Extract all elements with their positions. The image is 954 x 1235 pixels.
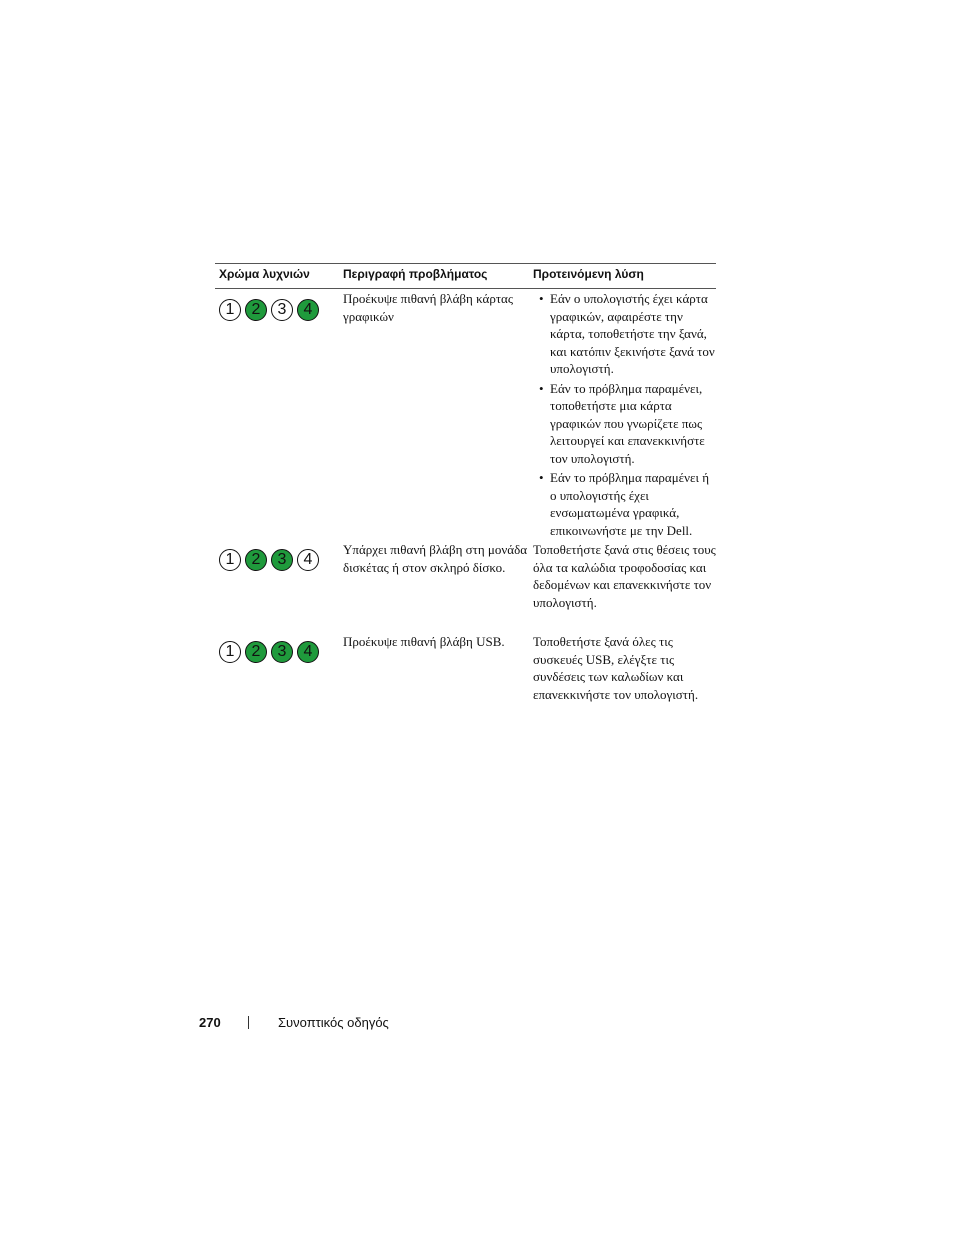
light-1-icon: 1 xyxy=(219,299,241,321)
light-4-icon: 4 xyxy=(297,299,319,321)
light-4-icon: 4 xyxy=(297,549,319,571)
light-1-icon: 1 xyxy=(219,641,241,663)
table-row xyxy=(215,542,716,641)
light-2-icon: 2 xyxy=(245,299,267,321)
header-description: Περιγραφή προβλήματος xyxy=(343,267,488,281)
problem-description: Προέκυψε πιθανή βλάβη κάρτας γραφικών xyxy=(343,291,514,324)
diagnostic-lights xyxy=(219,549,319,571)
solution-text: Τοποθετήστε ξανά όλες τις συσκευές USB, ελέγξτε τις συνδέσεις των καλωδίων και επανεκκινήστε τον υπολογιστή. xyxy=(533,634,699,702)
header-lights: Χρώμα λυχνιών xyxy=(219,267,310,281)
light-2-icon: 2 xyxy=(245,549,267,571)
problem-description: Υπάρχει πιθανή βλάβη στη μονάδα δισκέτας ή στον σκληρό δίσκο. xyxy=(343,542,528,575)
solution-list xyxy=(533,290,718,541)
solution-bullet: • Εάν ο υπολογιστής έχει κάρτα γραφικών, αφαιρέστε την κάρτα, τοποθετήστε την ξανά, και κατόπιν ξεκινήστε ξανά τον υπολογιστή. xyxy=(533,290,718,378)
light-1-icon: 1 xyxy=(219,549,241,571)
solution-bullet: • Εάν το πρόβλημα παραμένει, τοποθετήστε μια κάρτα γραφικών που γνωρίζετε πως λειτουργεί και επανεκκινήστε τον υπολογιστή. xyxy=(533,380,718,468)
solution-text: Τοποθετήστε ξανά στις θέσεις τους όλα τα καλώδια τροφοδοσίας και δεδομένων και επανεκκινήστε τον υπολογιστή. xyxy=(533,542,716,610)
light-2-icon: 2 xyxy=(245,641,267,663)
light-4-icon: 4 xyxy=(297,641,319,663)
diagnostic-lights-table xyxy=(215,263,716,721)
light-3-icon: 3 xyxy=(271,549,293,571)
table-row xyxy=(215,289,716,549)
table-header xyxy=(215,263,716,289)
light-3-icon: 3 xyxy=(271,299,293,321)
diagnostic-lights xyxy=(219,299,319,321)
page-number: 270 xyxy=(199,1015,221,1030)
light-3-icon: 3 xyxy=(271,641,293,663)
header-solution: Προτεινόμενη λύση xyxy=(533,267,644,281)
footer-divider xyxy=(248,1016,249,1029)
footer-title: Συνοπτικός οδηγός xyxy=(278,1015,389,1030)
diagnostic-lights xyxy=(219,641,319,663)
solution-bullet: • Εάν το πρόβλημα παραμένει ή ο υπολογιστής έχει ενσωματωμένα γραφικά, επικοινωνήστε με την Dell. xyxy=(533,469,718,539)
problem-description: Προέκυψε πιθανή βλάβη USB. xyxy=(343,634,505,649)
table-row xyxy=(215,634,716,721)
